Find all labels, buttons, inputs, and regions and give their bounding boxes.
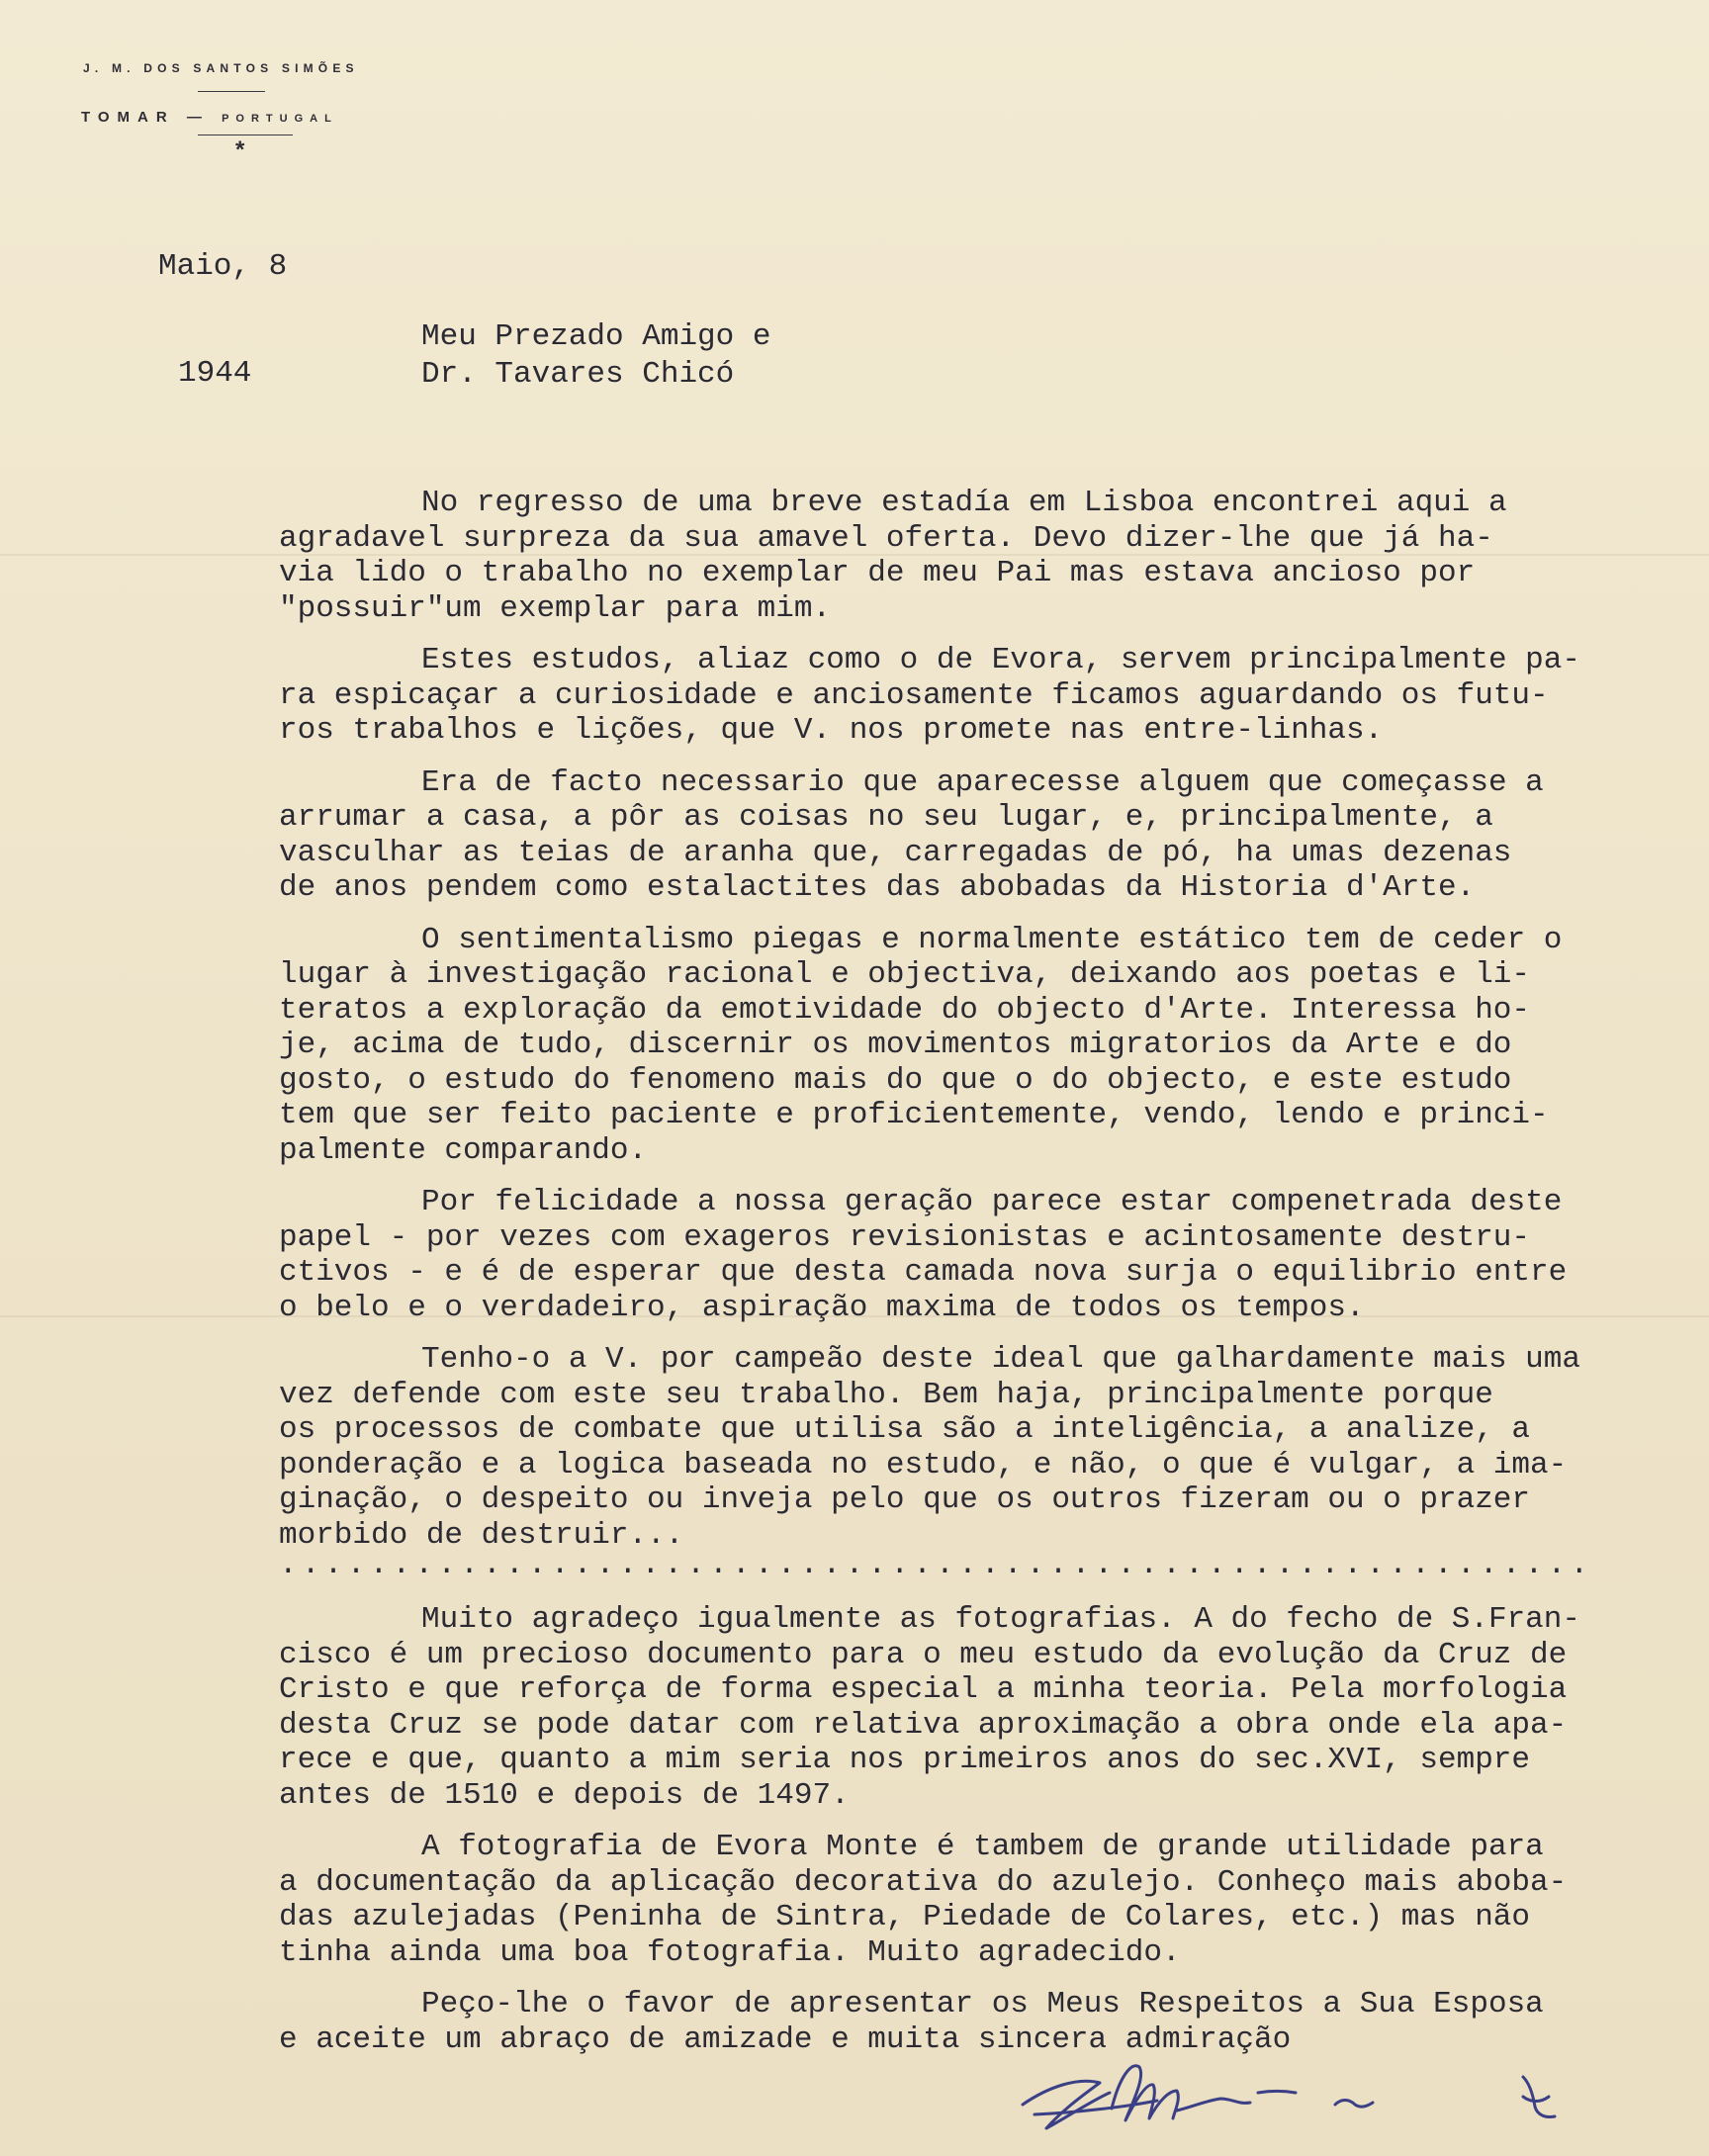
- paragraph: [279, 1602, 1664, 1813]
- paragraph: [279, 1830, 1664, 1970]
- text-line: lugar à investigação racional e objectiva, deixando aos poetas e li-: [279, 957, 1531, 992]
- separator-dots: ..........................................................: [279, 1548, 1593, 1582]
- salutation-line: Dr. Tavares Chicó: [421, 357, 735, 392]
- text-line: Por felicidade a nossa geração parece estar compenetrada deste: [421, 1185, 1563, 1219]
- paragraph: [279, 923, 1664, 1169]
- letterhead-country: PORTUGAL: [222, 113, 338, 125]
- letter-body-continued: [279, 1602, 1664, 2057]
- letterhead-city: TOMAR: [81, 109, 175, 126]
- text-line: ctivos - e é de esperar que desta camada nova surja o equilibrio entre: [279, 1255, 1568, 1290]
- text-line: rece e que, quanto a mim seria nos primeiros anos do sec.XVI, sempre: [279, 1743, 1531, 1777]
- text-line: O sentimentalismo piegas e normalmente estático tem de ceder o: [421, 922, 1563, 957]
- text-line: Era de facto necessario que aparecesse alguem que começasse a: [421, 764, 1544, 800]
- paragraph: [279, 1185, 1664, 1325]
- paragraph: [279, 765, 1664, 906]
- date-year: 1944: [178, 356, 252, 391]
- paragraph: [279, 486, 1664, 626]
- letterhead-ornament: *: [235, 136, 245, 163]
- paragraph: [279, 643, 1664, 749]
- text-line: ros trabalhos e lições, que V. nos promete nas entre-linhas.: [279, 713, 1384, 748]
- letter-body: [279, 486, 1664, 1553]
- text-line: tem que ser feito paciente e proficientemente, vendo, lendo e princi-: [279, 1098, 1549, 1132]
- text-line: morbido de destruir...: [279, 1517, 684, 1553]
- text-line: A fotografia de Evora Monte é tambem de grande utilidade para: [421, 1830, 1544, 1864]
- date-day: Maio, 8: [158, 249, 288, 284]
- text-line: antes de 1510 e depois de 1497.: [279, 1777, 850, 1813]
- text-line: das azulejadas (Peninha de Sintra, Piedade de Colares, etc.) mas não: [279, 1900, 1531, 1934]
- text-line: tinha ainda uma boa fotografia. Muito agradecido.: [279, 1934, 1181, 1970]
- text-line: Tenho-o a V. por campeão deste ideal que galhardamente mais uma: [421, 1342, 1580, 1377]
- text-line: de anos pendem como estalactites das abobadas da Historia d'Arte.: [279, 870, 1476, 905]
- salutation-line: Meu Prezado Amigo e: [421, 319, 771, 354]
- text-line: via lido o trabalho no exemplar de meu Pai mas estava ancioso por: [279, 556, 1476, 590]
- text-line: teratos a exploração da emotividade do objecto d'Arte. Interessa ho-: [279, 992, 1531, 1028]
- text-line: cisco é um precioso documento para o meu estudo da evolução da Cruz de: [279, 1637, 1568, 1672]
- text-line: palmente comparando.: [279, 1132, 648, 1168]
- letterhead-rule: [198, 91, 265, 92]
- handwritten-signature: [1009, 2047, 1563, 2146]
- salutation: [421, 318, 770, 394]
- letter-date: [158, 178, 287, 463]
- text-line: gosto, o estudo do fenomeno mais do que o do objecto, e este estudo: [279, 1062, 1512, 1098]
- text-line: agradavel surpreza da sua amavel oferta. Devo dizer-lhe que já ha-: [279, 520, 1493, 556]
- text-line: Peço-lhe o favor de apresentar os Meus Respeitos a Sua Esposa: [421, 1987, 1544, 2021]
- letterhead-name: J. M. DOS SANTOS SIMÕES: [83, 61, 359, 75]
- text-line: desta Cruz se pode datar com relativa aproximação a obra onde ela apa-: [279, 1707, 1568, 1743]
- text-line: ginação, o despeito ou inveja pelo que os outros fizeram ou o prazer: [279, 1482, 1531, 1517]
- text-line: ra espicaçar a curiosidade e anciosamente ficamos aguardando os futu-: [279, 677, 1549, 713]
- text-line: vez defende com este seu trabalho. Bem haja, principalmente porque: [279, 1377, 1493, 1412]
- text-line: "possuir"um exemplar para mim.: [279, 590, 832, 626]
- text-line: Cristo e que reforça de forma especial a minha teoria. Pela morfologia: [279, 1672, 1568, 1707]
- text-line: vasculhar as teias de aranha que, carregadas de pó, ha umas dezenas: [279, 835, 1512, 870]
- letterhead-dash: —: [186, 109, 210, 126]
- text-line: papel - por vezes com exageros revisionistas e acintosamente destru-: [279, 1219, 1531, 1255]
- paragraph: [279, 1342, 1664, 1553]
- text-line: je, acima de tudo, discernir os movimentos migratorios da Arte e do: [279, 1028, 1512, 1062]
- text-line: a documentação da aplicação decorativa do azulejo. Conheço mais aboba-: [279, 1864, 1568, 1900]
- text-line: os processos de combate que utilisa são a inteligência, a analize, a: [279, 1412, 1531, 1447]
- text-line: Estes estudos, aliaz como o de Evora, servem principalmente pa-: [421, 643, 1580, 677]
- text-line: ponderação e a logica baseada no estudo, e não, o que é vulgar, a ima-: [279, 1447, 1568, 1482]
- text-line: Muito agradeço igualmente as fotografias. A do fecho de S.Fran-: [421, 1602, 1580, 1637]
- text-line: No regresso de uma breve estadía em Lisboa encontrei aqui a: [421, 486, 1507, 520]
- letterhead-location: [81, 109, 338, 126]
- text-line: arrumar a casa, a pôr as coisas no seu lugar, e, principalmente, a: [279, 800, 1493, 835]
- text-line: o belo e o verdadeiro, aspiração maxima de todos os tempos.: [279, 1290, 1365, 1325]
- text-line: e aceite um abraço de amizade e muita sincera admiração: [279, 2021, 1292, 2057]
